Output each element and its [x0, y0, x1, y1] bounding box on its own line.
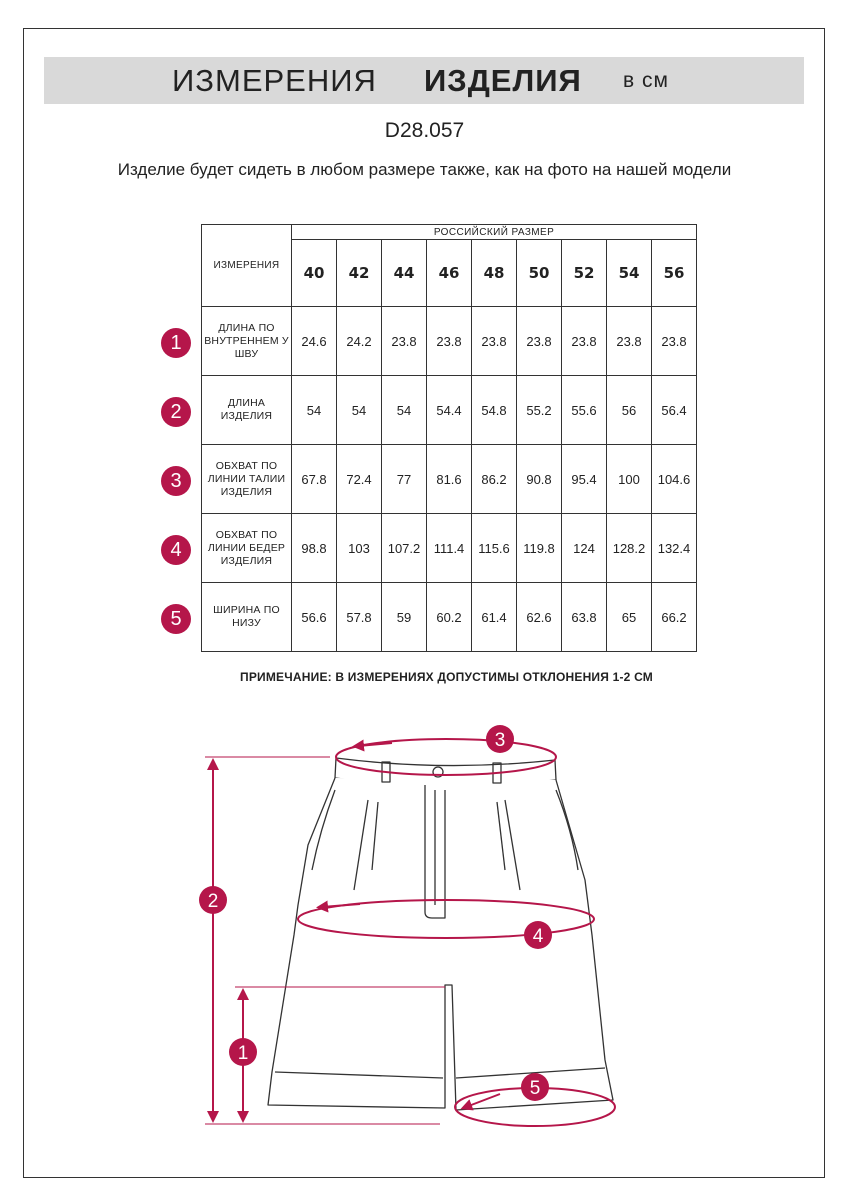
value-cell: 23.8: [607, 307, 652, 376]
row-label: ДЛИНА ИЗДЕЛИЯ: [202, 376, 292, 445]
row-badge-3: 3: [161, 466, 191, 496]
marker-4-label: 4: [532, 926, 544, 947]
value-cell: 55.6: [562, 376, 607, 445]
value-cell: 23.8: [382, 307, 427, 376]
value-cell: 56.6: [292, 583, 337, 652]
marker-3-label: 3: [494, 730, 506, 751]
marker-2-label: 2: [207, 891, 219, 912]
value-cell: 55.2: [517, 376, 562, 445]
value-cell: 23.8: [517, 307, 562, 376]
value-cell: 95.4: [562, 445, 607, 514]
value-cell: 65: [607, 583, 652, 652]
value-cell: 60.2: [427, 583, 472, 652]
size-cell: 40: [292, 240, 337, 307]
size-cell: 46: [427, 240, 472, 307]
row-label: ШИРИНА ПО НИЗУ: [202, 583, 292, 652]
value-cell: 23.8: [562, 307, 607, 376]
value-cell: 115.6: [472, 514, 517, 583]
value-cell: 90.8: [517, 445, 562, 514]
value-cell: 57.8: [337, 583, 382, 652]
value-cell: 63.8: [562, 583, 607, 652]
value-cell: 86.2: [472, 445, 517, 514]
size-cell: 42: [337, 240, 382, 307]
value-cell: 81.6: [427, 445, 472, 514]
value-cell: 54: [337, 376, 382, 445]
value-cell: 100: [607, 445, 652, 514]
value-cell: 104.6: [652, 445, 697, 514]
value-cell: 23.8: [652, 307, 697, 376]
title-word-measurements: ИЗМЕРЕНИЯ: [172, 63, 377, 98]
value-cell: 119.8: [517, 514, 562, 583]
row-badge-2: 2: [161, 397, 191, 427]
row-label: ДЛИНА ПО ВНУТРЕННЕМ У ШВУ: [202, 307, 292, 376]
value-cell: 54: [382, 376, 427, 445]
value-cell: 23.8: [472, 307, 517, 376]
row-badge-1: 1: [161, 328, 191, 358]
row-badge-5: 5: [161, 604, 191, 634]
value-cell: 23.8: [427, 307, 472, 376]
shorts-outline: [268, 758, 613, 1110]
size-cell: 52: [562, 240, 607, 307]
row-badge-4: 4: [161, 535, 191, 565]
title-unit: в см: [623, 69, 669, 92]
value-cell: 77: [382, 445, 427, 514]
marker-1-label: 1: [237, 1043, 249, 1064]
value-cell: 128.2: [607, 514, 652, 583]
row-label: ОБХВАТ ПО ЛИНИИ БЕДЕР ИЗДЕЛИЯ: [202, 514, 292, 583]
value-cell: 107.2: [382, 514, 427, 583]
size-cell: 56: [652, 240, 697, 307]
product-code: D28.057: [384, 119, 465, 142]
value-cell: 54.4: [427, 376, 472, 445]
value-cell: 98.8: [292, 514, 337, 583]
fit-note: Изделие будет сидеть в любом размере также, как на фото на нашей модели: [117, 160, 732, 179]
value-cell: 54.8: [472, 376, 517, 445]
value-cell: 103: [337, 514, 382, 583]
value-cell: 56: [607, 376, 652, 445]
size-cell: 48: [472, 240, 517, 307]
value-cell: 61.4: [472, 583, 517, 652]
value-cell: 59: [382, 583, 427, 652]
value-cell: 124: [562, 514, 607, 583]
row-label: ОБХВАТ ПО ЛИНИИ ТАЛИИ ИЗДЕЛИЯ: [202, 445, 292, 514]
value-cell: 24.6: [292, 307, 337, 376]
corner-label: ИЗМЕРЕНИЯ: [202, 225, 292, 307]
value-cell: 67.8: [292, 445, 337, 514]
size-cell: 50: [517, 240, 562, 307]
value-cell: 62.6: [517, 583, 562, 652]
value-cell: 56.4: [652, 376, 697, 445]
size-group-label: РОССИЙСКИЙ РАЗМЕР: [292, 225, 697, 240]
tolerance-note: ПРИМЕЧАНИЕ: В ИЗМЕРЕНИЯХ ДОПУСТИМЫ ОТКЛОНЕНИЯ 1-2 СМ: [240, 670, 653, 684]
value-cell: 54: [292, 376, 337, 445]
marker-5-label: 5: [529, 1078, 541, 1099]
size-cell: 54: [607, 240, 652, 307]
value-cell: 66.2: [652, 583, 697, 652]
value-cell: 132.4: [652, 514, 697, 583]
value-cell: 72.4: [337, 445, 382, 514]
value-cell: 111.4: [427, 514, 472, 583]
value-cell: 24.2: [337, 307, 382, 376]
title-word-product: ИЗДЕЛИЯ: [424, 63, 582, 98]
size-cell: 44: [382, 240, 427, 307]
